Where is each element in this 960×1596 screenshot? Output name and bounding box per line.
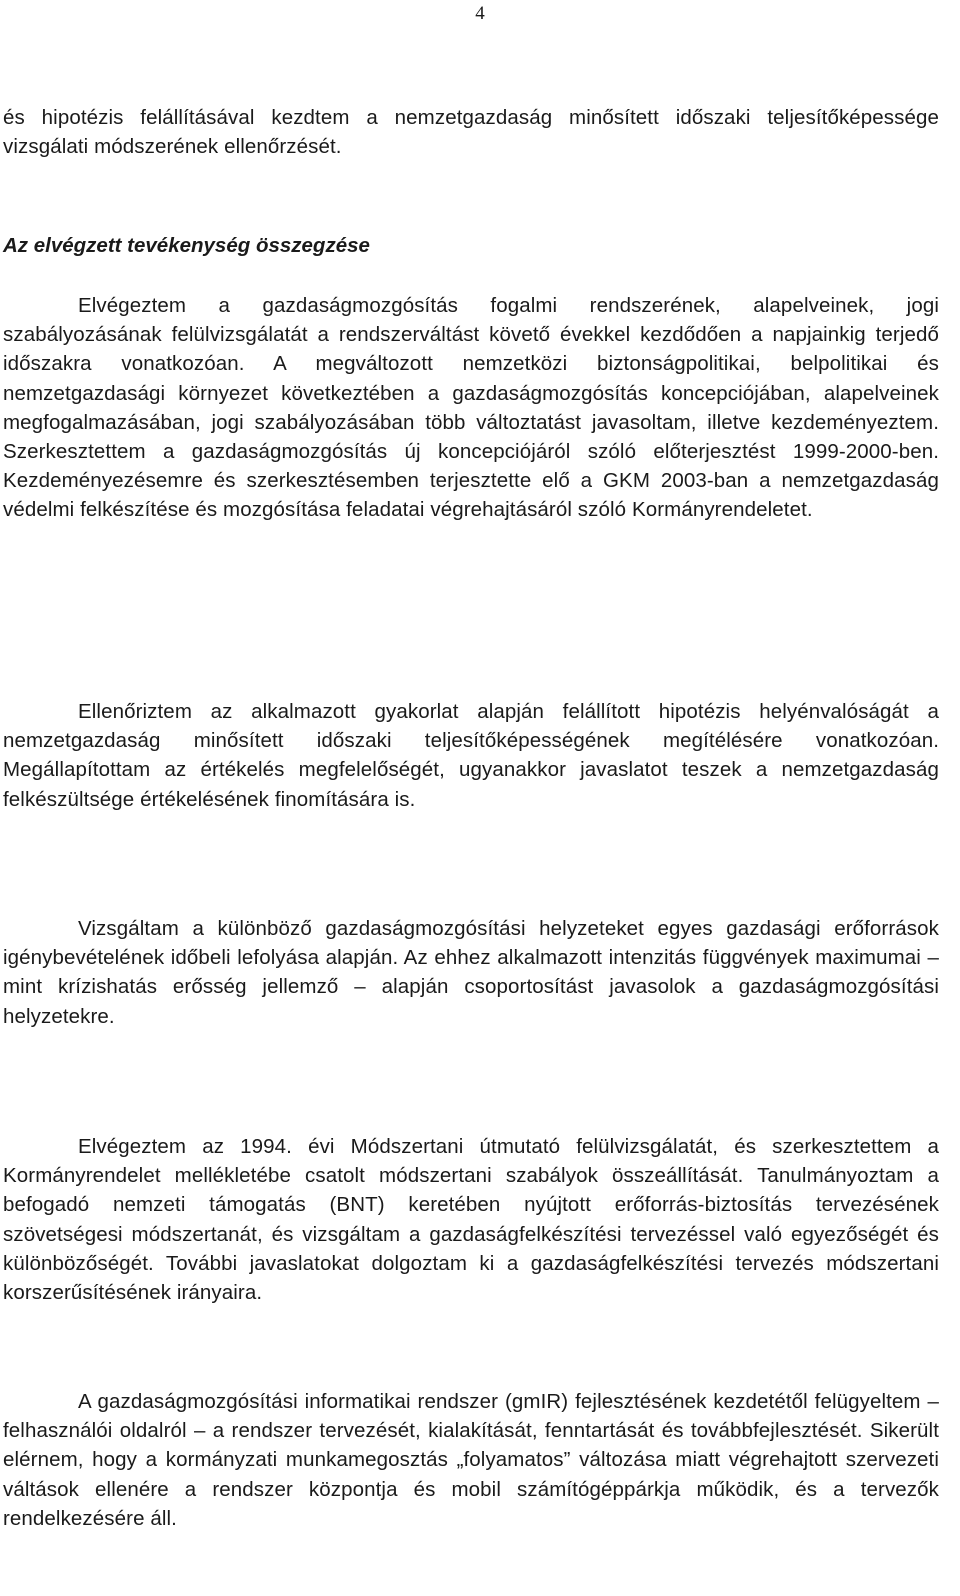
intro-text: és hipotézis felállításával kezdtem a nemzetgazdaság minősített időszaki teljesítőképessége vizsgálati módszerének ellenőrzését. bbox=[3, 106, 939, 159]
paragraph-4 bbox=[3, 1132, 939, 1307]
paragraph-text: Elvégeztem az 1994. évi Módszertani útmutató felülvizsgálatát, és szerkesztettem a Kormányrendelet mellékletébe csatolt módszertani szabályok összeállítását. Tanulmányoztam a befogadó nemzeti támogatás (BNT) keretében nyújtott erőforrás-biztosítás tervezésének szövetségesi módszertanát, és vizsgáltam a gazdaságfelkészítési tervezéssel való egyezőségét és különbözőségét. További javaslatokat dolgoztam ki a gazdaságfelkészítési tervezés módszertani korszerűsítésének irányaira. bbox=[3, 1135, 939, 1305]
paragraph-2 bbox=[3, 697, 939, 814]
paragraph-1 bbox=[3, 291, 939, 525]
paragraph-text: Elvégeztem a gazdaságmozgósítás fogalmi rendszerének, alapelveinek, jogi szabályozásának felülvizsgálatát a rendszerváltást követő évekkel kezdődően a napjainkig terjedő időszakra vonatkozóan. A megváltozott nemzetközi biztonságpolitikai, belpolitikai és nemzetgazdasági környezet következtében a gazdaságmozgósítás koncepciójában, alapelveinek megfogalmazásában, jogi szabályozásában több változtatást javasoltam, illetve kezdeményeztem. Szerkesztettem a gazdaságmozgósítás új koncepciójáról szóló előterjesztést 1999-2000-ben. Kezdeményezésemre és szerkesztésemben terjesztette elő a GKM 2003-ban a nemzetgazdaság védelmi felkészítése és mozgósítása feladatai végrehajtásáról szóló Kormányrendeletet. bbox=[3, 294, 939, 522]
section-heading: Az elvégzett tevékenység összegzése bbox=[3, 234, 370, 257]
paragraph-text: Ellenőriztem az alkalmazott gyakorlat alapján felállított hipotézis helyénvalóságát a nemzetgazdaság minősített időszaki teljesítőképességének megítélésére vonatkozóan. Megállapítottam az értékelés megfelelőségét, ugyanakkor javaslatot teszek a nemzetgazdaság felkészültsége értékelésének finomítására is. bbox=[3, 700, 939, 811]
page-number: 4 bbox=[475, 3, 485, 24]
paragraph-text: A gazdaságmozgósítási informatikai rendszer (gmIR) fejlesztésének kezdetétől felügyeltem – felhasználói oldalról – a rendszer tervezését, kialakítását, fenntartását és továbbfejlesztését. Sikerült elérnem, hogy a kormányzati munkamegosztás „folyamatos” változása miatt végrehajtott szervezeti váltások ellenére a rendszer központja és mobil számítógéppárkja működik, és a tervezők rendelkezésére áll. bbox=[3, 1390, 939, 1530]
intro-paragraph bbox=[3, 103, 939, 161]
paragraph-5 bbox=[3, 1387, 939, 1533]
paragraph-text: Vizsgáltam a különböző gazdaságmozgósítási helyzeteket egyes gazdasági erőforrások igénybevételének időbeli lefolyása alapján. Az ehhez alkalmazott intenzitás függvények maximumai – mint krízishatás erősség jellemző – alapján csoportosítást javasolok a gazdaságmozgósítási helyzetekre. bbox=[3, 917, 939, 1028]
paragraph-3 bbox=[3, 914, 939, 1031]
